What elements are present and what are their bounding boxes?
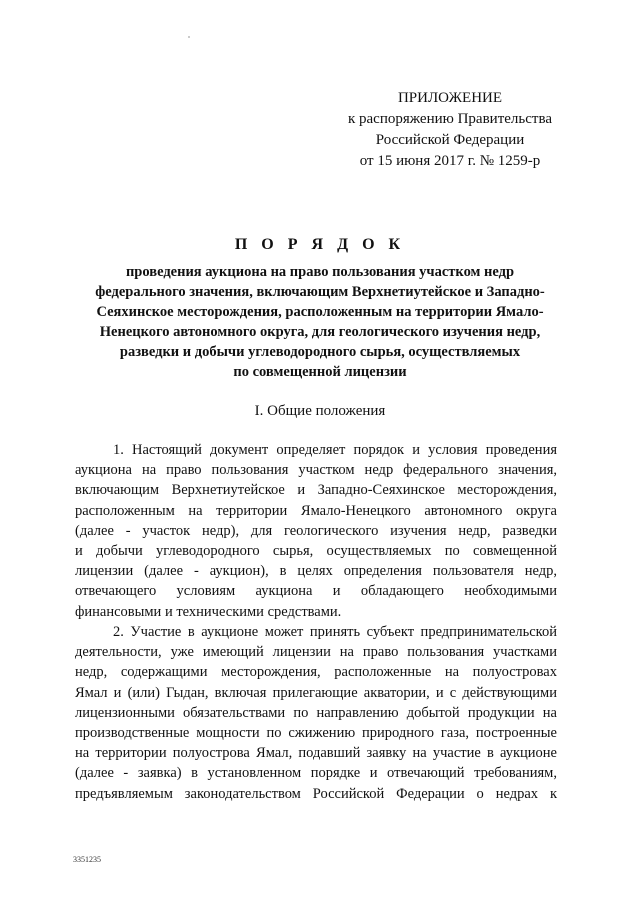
subtitle-line: по совмещенной лицензии: [233, 364, 407, 380]
scan-artifact: [188, 36, 190, 38]
paragraph-line: недр, содержащими месторождения, расположенные на полуостровах: [75, 664, 557, 681]
paragraph-1: [75, 440, 557, 622]
section-heading: I. Общие положения: [254, 403, 386, 419]
paragraph-line: расположенным на территории Ямало-Ненецкого автономного округа: [75, 502, 557, 519]
subtitle-line: Сеяхинское месторождения, расположенным на территории Ямало-: [96, 304, 544, 320]
paragraph-line: лицензионными обязательствами по направлению добытой продукции на: [75, 704, 557, 721]
subtitle-line: проведения аукциона на право пользования участком недр: [125, 264, 515, 280]
appendix-title: ПРИЛОЖЕНИЕ: [397, 90, 503, 106]
paragraph-line: (далее - заявка) в установленном порядке и отвечающий требованиям,: [75, 765, 557, 782]
paragraph-line: включающим Верхнетиутейское и Западно-Сеяхинское месторождения,: [75, 482, 557, 499]
paragraph-line: 1. Настоящий документ определяет порядок и условия проведения: [113, 442, 557, 458]
paragraph-line: производственные мощности по сжижению природного газа, построенные: [75, 725, 557, 742]
paragraph-line: на территории полуострова Ямал, подавший заявку на участие в аукционе: [75, 745, 557, 762]
paragraph-line: (далее - участок недр), для геологического изучения недр, разведки: [75, 522, 557, 539]
subtitle-line: федерального значения, включающим Верхнетиутейское и Западно-: [95, 284, 545, 300]
appendix-block: [330, 88, 570, 172]
paragraph-line: отвечающего условиям аукциона и обладающего необходимыми: [75, 583, 557, 600]
paragraph-line: финансовыми и техническими средствами.: [75, 603, 342, 620]
appendix-line-decree: к распоряжению Правительства: [347, 111, 552, 127]
paragraph-line: предъявляемым законодательством Российской Федерации о недрах к: [75, 785, 557, 802]
appendix-line-date: от 15 июня 2017 г. № 1259-р: [359, 153, 541, 169]
paragraph-line: лицензии (далее - аукцион), в целях определения пользователя недр,: [75, 563, 557, 580]
footer-document-code: 3351235: [73, 855, 101, 864]
paragraph-line: и добычи углеводородного сырья, осуществляемых по совмещенной: [75, 543, 557, 560]
paragraph-line: Ямал и (или) Гыдан, включая прилегающие акватории, и с действующими: [75, 684, 557, 701]
paragraph-line: деятельности, уже имеющий лицензии на право пользования участками: [75, 644, 557, 661]
document-title: П О Р Я Д О К: [234, 236, 406, 253]
appendix-line-federation: Российской Федерации: [375, 132, 525, 148]
paragraph-2: [75, 622, 557, 804]
document-subtitle: [80, 262, 560, 382]
paragraph-line: 2. Участие в аукционе может принять субъект предпринимательской: [113, 624, 557, 640]
paragraph-line: аукциона на право пользования участком недр федерального значения,: [75, 462, 557, 479]
subtitle-line: разведки и добычи углеводородного сырья, осуществляемых: [119, 344, 521, 360]
subtitle-line: Ненецкого автономного округа, для геологического изучения недр,: [99, 324, 541, 340]
